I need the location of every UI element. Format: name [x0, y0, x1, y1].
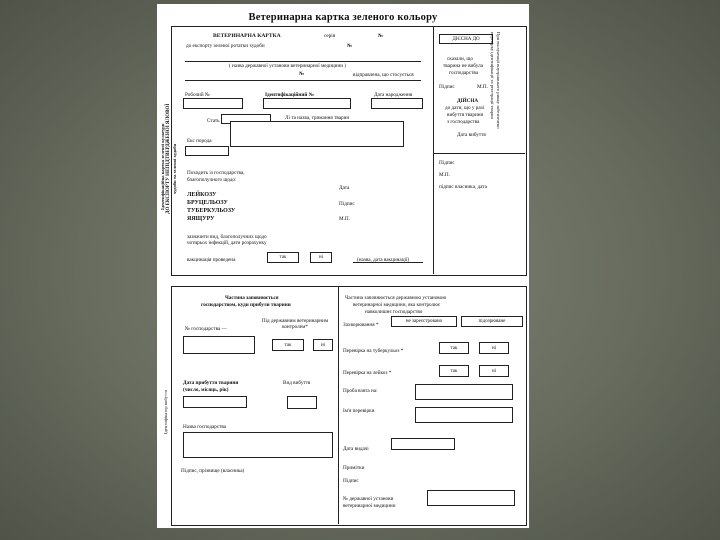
right-holder-3: вибуття тварини [447, 112, 484, 118]
issue-date-field[interactable] [391, 438, 455, 450]
tester-field[interactable] [415, 407, 513, 423]
vaccination-no-label: ні [318, 255, 324, 260]
vaccination-no-box[interactable] [310, 252, 332, 263]
vaccination-yes-box[interactable] [267, 252, 299, 263]
disease-tuberculosis: ТУБЕРКУЛЬОЗУ [187, 208, 236, 214]
right-note-3: господарства [449, 70, 479, 76]
arrival-date-label: Дата прибуття тварини [183, 380, 239, 386]
issue-date-label: Дата видачі [343, 446, 369, 452]
side-label-left-3: худоби та зеленої худоби [172, 143, 177, 194]
series-label: серія [324, 33, 336, 39]
result-label: Підпис [343, 478, 359, 484]
right-mp-1: М.П. [477, 84, 488, 90]
disease-label: Захворювання * [343, 322, 379, 328]
valid-to-box [439, 34, 493, 44]
side-label-right-1: При екслуатації внутрішнього ринку забезпечено [496, 32, 501, 129]
side-label-left-1: Ідентифікаційна картка зеленої культури [160, 123, 165, 210]
vet-control-no: ні [320, 342, 326, 348]
right-note-2: тварина не вибула [443, 63, 483, 69]
right-holder-2: до дати, що у разі [445, 105, 485, 111]
stamp-label-2: ветеринарної медицини [343, 503, 396, 509]
number-label-3: № [299, 71, 305, 77]
number-label-2: № [347, 43, 353, 49]
sent-label: відправлена, що стосується [353, 72, 414, 78]
left-heading-1: Частина заповнюється [225, 295, 279, 301]
id-label: Ідентифікаційний № [265, 92, 314, 98]
right-signature-1: Підпис [439, 84, 455, 90]
tb-yes-box[interactable] [439, 342, 469, 354]
right-heading-3: навколишнє господарство [365, 309, 423, 315]
quarantine-label: Вид вибуття [283, 380, 311, 386]
left-heading-2: господарством, куди прибули тварини [201, 302, 291, 308]
sent-line [185, 80, 421, 81]
disease-no-box[interactable] [461, 316, 523, 327]
birth-date-label: Дата народження [374, 92, 413, 98]
institution-line [185, 61, 421, 62]
footnote-1: зазначити вид, благополучних щодо [187, 234, 267, 240]
quarantine-field[interactable] [287, 396, 317, 409]
right-departure: Дата вибуття [457, 132, 486, 138]
breed-label: Лі та назва, тримання тварин [285, 115, 350, 121]
disease-yes-label: не зареєстровано [405, 319, 443, 324]
institution-caption: ( назва державної установи ветеринарної медицини ) [229, 63, 347, 69]
tester-label: Ім'я перевірки [343, 408, 375, 414]
comment-label: Примітки [343, 465, 365, 471]
disease-no-label: підозрюване [478, 319, 506, 324]
owner-label: Назва господарства [183, 424, 227, 430]
tb-no-box[interactable] [479, 342, 509, 354]
right-holder-1: ДІЙСНА [457, 98, 479, 104]
right-column-rule [433, 153, 525, 154]
sample-label: Проба взята на: [343, 388, 378, 394]
owner-field[interactable] [183, 432, 333, 458]
bruc-yes-label: так [450, 368, 458, 374]
arrival-date-field[interactable] [183, 396, 247, 408]
stamp-label-1: № державної установи [343, 496, 394, 502]
signature-label: Підпис [339, 201, 355, 207]
vaccination-label: вакцинація проведена [187, 257, 236, 263]
tb-test-label: Перевірка на туберкульоз * [343, 348, 404, 354]
right-signature-2: Підпис [439, 160, 455, 166]
arrival-date-sub: (число, місяць, рік) [183, 387, 229, 393]
document-title: Ветеринарна картка зеленого кольору [248, 12, 438, 23]
bruc-yes-box[interactable] [439, 365, 469, 377]
id-field[interactable] [263, 98, 351, 109]
vet-control-yes-box[interactable] [272, 339, 304, 351]
workpiece-label: Робочий № [185, 92, 210, 98]
vet-control-yes: так [284, 342, 292, 348]
breeder-field[interactable] [185, 146, 229, 156]
disease-leukosis: ЛЕЙКОЗУ [187, 192, 217, 198]
vaccine-line [353, 262, 423, 263]
farm-origin-line1: Походить із господарства, [187, 170, 245, 176]
vet-control-label: Під державним ветеринарним контролем* [261, 318, 329, 330]
disease-brucellosis: БРУЦЕЛЬОЗУ [187, 200, 228, 206]
sex-label: Стать [207, 118, 220, 124]
stamp-field[interactable] [427, 490, 515, 506]
side-label-right-2: перевірку ідентифікації та реєстрації тварин [490, 32, 495, 119]
valid-to-label: ДІЄСНА ДО [452, 36, 480, 42]
number-label: № [378, 33, 384, 39]
bruc-no-box[interactable] [479, 365, 509, 377]
tb-yes-label: так [450, 345, 458, 351]
footnote-2: чотирьох інфекцій, дати розрахунку [187, 240, 267, 246]
disease-yes-box[interactable] [391, 316, 457, 327]
right-mp-2: М.П. [439, 172, 450, 178]
sample-field[interactable] [415, 384, 513, 400]
card-heading: ВЕТЕРИНАРНА КАРТКА [213, 33, 281, 39]
farm-number-label: № господарства — [185, 326, 227, 332]
workpiece-field[interactable] [183, 98, 243, 109]
seal-label: М.П. [339, 216, 350, 222]
breeder-label: Екс порода [187, 138, 212, 144]
side-label-left-2: ДО ЕКСПОРТУ НЕПІДТВЕРДЖЕНОЇ ЯЛОВОЇ [166, 103, 171, 214]
right-sign-name: підпис власника, дата [439, 184, 487, 190]
bottom-side-label: Ідентифікатор вибуття [163, 389, 168, 434]
right-column-divider [433, 26, 434, 274]
document-page [157, 4, 529, 528]
right-heading-1: Частина заповнюється державною установою [345, 295, 447, 301]
farm-origin-line2: благополучного щодо: [187, 177, 237, 183]
bottom-divider [338, 286, 339, 524]
date-label: Дата [339, 185, 350, 191]
disease-fmd: ЯЯЩУРУ [187, 216, 215, 222]
breed-field[interactable] [230, 121, 404, 147]
tb-no-label: ні [491, 345, 497, 351]
right-heading-2: ветеринарної медицини, яка контролює [353, 302, 441, 308]
bottom-signature-label: Підпис, прізвище (власника) [181, 468, 245, 474]
birth-date-field[interactable] [371, 98, 423, 109]
bruc-no-label: ні [491, 368, 497, 374]
farm-number-field[interactable] [183, 336, 255, 354]
vet-control-no-box[interactable] [313, 339, 333, 351]
bruc-test-label: Перевірка на лейкоз * [343, 370, 392, 376]
vaccination-yes-label: так [279, 255, 287, 260]
exporter-line: до експорту зеленої ротатки худоби [186, 43, 265, 49]
vaccine-caption: (назва, дата вакцинації) [357, 257, 410, 263]
right-holder-4: з господарства [447, 119, 480, 125]
right-note-1: сказали, що [447, 56, 473, 62]
